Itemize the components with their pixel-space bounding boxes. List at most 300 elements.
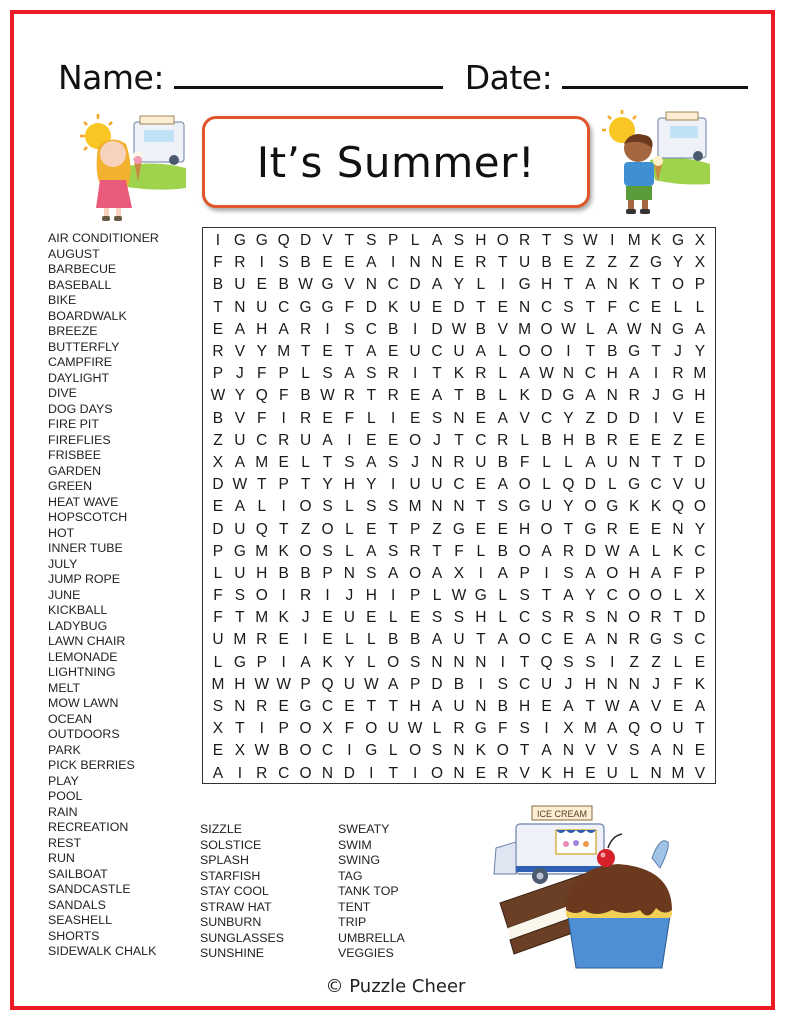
grid-cell[interactable]: A (497, 409, 508, 427)
grid-cell[interactable]: G (321, 276, 334, 294)
grid-cell[interactable]: Y (563, 409, 574, 427)
grid-cell[interactable]: H (343, 476, 355, 494)
grid-cell[interactable]: R (497, 431, 509, 449)
grid-cell[interactable]: L (476, 276, 486, 294)
grid-cell[interactable]: E (563, 254, 574, 272)
grid-cell[interactable]: A (278, 320, 289, 338)
grid-cell[interactable]: O (430, 764, 444, 782)
grid-cell[interactable]: R (212, 343, 224, 361)
grid-cell[interactable]: Y (344, 653, 355, 671)
grid-cell[interactable]: L (213, 653, 223, 671)
grid-cell[interactable]: N (453, 742, 465, 760)
grid-cell[interactable]: L (388, 742, 398, 760)
grid-cell[interactable]: T (344, 343, 355, 361)
grid-cell[interactable]: A (629, 542, 640, 560)
grid-cell[interactable]: W (298, 276, 313, 294)
grid-cell[interactable]: D (606, 409, 618, 427)
grid-cell[interactable]: P (212, 365, 224, 383)
grid-cell[interactable]: K (672, 542, 684, 560)
grid-cell[interactable]: T (519, 653, 530, 671)
grid-cell[interactable]: K (322, 653, 333, 671)
grid-cell[interactable]: R (628, 387, 640, 405)
grid-cell[interactable]: B (585, 431, 596, 449)
grid-cell[interactable]: Z (629, 653, 639, 671)
grid-cell[interactable]: C (431, 343, 443, 361)
grid-cell[interactable]: N (628, 675, 640, 693)
grid-cell[interactable]: M (233, 631, 247, 649)
grid-cell[interactable]: C (628, 298, 640, 316)
grid-cell[interactable]: J (433, 431, 441, 449)
grid-cell[interactable]: P (519, 564, 530, 582)
grid-cell[interactable]: G (518, 498, 531, 516)
grid-cell[interactable]: G (452, 520, 465, 538)
grid-cell[interactable]: Q (277, 232, 290, 250)
grid-cell[interactable]: O (321, 520, 334, 538)
grid-cell[interactable]: Y (234, 387, 246, 405)
grid-cell[interactable]: S (212, 698, 224, 716)
grid-cell[interactable]: O (299, 498, 312, 516)
grid-cell[interactable]: P (278, 720, 289, 738)
grid-cell[interactable]: R (299, 587, 312, 605)
grid-cell[interactable]: P (212, 542, 224, 560)
grid-cell[interactable]: I (566, 343, 571, 361)
grid-cell[interactable]: A (585, 453, 596, 471)
grid-cell[interactable]: U (453, 698, 465, 716)
grid-cell[interactable]: E (409, 409, 421, 427)
grid-cell[interactable]: B (278, 276, 289, 294)
grid-cell[interactable]: H (475, 232, 487, 250)
grid-cell[interactable]: R (606, 431, 618, 449)
grid-cell[interactable]: N (606, 609, 618, 627)
grid-cell[interactable]: G (299, 298, 312, 316)
grid-cell[interactable]: C (606, 587, 618, 605)
grid-cell[interactable]: I (259, 720, 264, 738)
grid-cell[interactable]: B (453, 675, 465, 693)
grid-cell[interactable]: A (519, 365, 530, 383)
grid-cell[interactable]: D (365, 298, 377, 316)
grid-cell[interactable]: H (584, 675, 596, 693)
grid-cell[interactable]: U (606, 453, 618, 471)
grid-cell[interactable]: O (299, 764, 312, 782)
grid-cell[interactable]: C (256, 431, 268, 449)
grid-cell[interactable]: R (256, 764, 268, 782)
grid-cell[interactable]: O (650, 720, 663, 738)
grid-cell[interactable]: S (344, 320, 355, 338)
grid-cell[interactable]: N (475, 653, 487, 671)
grid-cell[interactable]: C (584, 365, 596, 383)
grid-cell[interactable]: U (256, 298, 268, 316)
grid-cell[interactable]: J (235, 365, 244, 383)
grid-cell[interactable]: O (650, 587, 663, 605)
grid-cell[interactable]: V (234, 343, 246, 361)
grid-cell[interactable]: D (431, 320, 443, 338)
grid-cell[interactable]: T (257, 476, 267, 494)
grid-cell[interactable]: A (650, 742, 662, 760)
grid-cell[interactable]: A (541, 542, 552, 560)
grid-cell[interactable]: H (365, 587, 377, 605)
grid-cell[interactable]: Q (562, 476, 575, 494)
grid-cell[interactable]: U (234, 431, 246, 449)
grid-cell[interactable]: G (606, 498, 619, 516)
grid-cell[interactable]: S (366, 498, 377, 516)
grid-cell[interactable]: A (650, 564, 662, 582)
grid-cell[interactable]: L (498, 587, 508, 605)
grid-cell[interactable]: U (343, 675, 355, 693)
grid-cell[interactable]: A (585, 387, 596, 405)
grid-cell[interactable]: K (694, 675, 706, 693)
grid-cell[interactable]: V (694, 764, 706, 782)
grid-cell[interactable]: A (431, 387, 443, 405)
grid-cell[interactable]: A (585, 631, 596, 649)
grid-cell[interactable]: S (431, 409, 443, 427)
grid-cell[interactable]: L (673, 298, 683, 316)
grid-cell[interactable]: I (391, 254, 396, 272)
grid-cell[interactable]: E (322, 254, 333, 272)
grid-cell[interactable]: U (343, 609, 355, 627)
grid-cell[interactable]: A (497, 564, 508, 582)
grid-cell[interactable]: O (409, 742, 422, 760)
grid-cell[interactable]: F (213, 609, 223, 627)
grid-cell[interactable]: G (584, 520, 597, 538)
grid-cell[interactable]: E (497, 298, 508, 316)
grid-cell[interactable]: C (519, 609, 531, 627)
grid-cell[interactable]: R (606, 520, 618, 538)
grid-cell[interactable]: U (672, 720, 684, 738)
grid-cell[interactable]: R (628, 631, 640, 649)
grid-cell[interactable]: T (278, 520, 289, 538)
grid-cell[interactable]: S (497, 498, 508, 516)
grid-cell[interactable]: Z (607, 254, 617, 272)
grid-cell[interactable]: N (343, 564, 355, 582)
grid-cell[interactable]: S (563, 232, 574, 250)
grid-cell[interactable]: L (410, 232, 420, 250)
grid-cell[interactable]: V (585, 742, 596, 760)
grid-cell[interactable]: E (212, 742, 224, 760)
grid-cell[interactable]: A (366, 453, 377, 471)
grid-cell[interactable]: V (672, 409, 684, 427)
grid-cell[interactable]: B (497, 698, 508, 716)
grid-cell[interactable]: L (301, 453, 310, 471)
grid-cell[interactable]: B (409, 631, 421, 649)
grid-cell[interactable]: A (300, 653, 311, 671)
grid-cell[interactable]: W (363, 675, 379, 693)
grid-cell[interactable]: O (518, 476, 531, 494)
grid-cell[interactable]: L (366, 409, 376, 427)
grid-cell[interactable]: B (212, 276, 224, 294)
grid-cell[interactable]: Y (694, 343, 706, 361)
grid-cell[interactable]: E (322, 343, 333, 361)
grid-cell[interactable]: A (366, 542, 377, 560)
grid-cell[interactable]: D (540, 387, 553, 405)
grid-cell[interactable]: D (584, 476, 596, 494)
grid-cell[interactable]: M (408, 498, 422, 516)
grid-cell[interactable]: M (255, 542, 269, 560)
grid-cell[interactable]: L (695, 298, 705, 316)
grid-cell[interactable]: L (345, 631, 354, 649)
grid-cell[interactable]: L (520, 431, 529, 449)
grid-cell[interactable]: E (694, 653, 706, 671)
grid-cell[interactable]: I (478, 564, 483, 582)
grid-cell[interactable]: Z (629, 254, 639, 272)
grid-cell[interactable]: A (431, 698, 443, 716)
grid-cell[interactable]: M (583, 720, 597, 738)
grid-cell[interactable]: B (278, 742, 289, 760)
grid-cell[interactable]: S (453, 232, 465, 250)
grid-cell[interactable]: L (432, 720, 442, 738)
grid-cell[interactable]: C (540, 298, 553, 316)
grid-cell[interactable]: A (388, 564, 399, 582)
grid-cell[interactable]: I (391, 587, 396, 605)
grid-cell[interactable]: C (387, 276, 399, 294)
grid-cell[interactable]: W (210, 387, 226, 405)
grid-cell[interactable]: U (409, 298, 421, 316)
grid-cell[interactable]: P (322, 564, 333, 582)
grid-cell[interactable]: N (606, 387, 618, 405)
grid-cell[interactable]: T (476, 631, 486, 649)
grid-cell[interactable]: E (541, 698, 552, 716)
grid-cell[interactable]: T (388, 764, 398, 782)
grid-cell[interactable]: T (585, 698, 596, 716)
grid-cell[interactable]: S (453, 609, 465, 627)
grid-cell[interactable]: S (366, 232, 377, 250)
grid-cell[interactable]: E (650, 520, 662, 538)
grid-cell[interactable]: S (497, 675, 508, 693)
grid-cell[interactable]: B (388, 320, 399, 338)
grid-cell[interactable]: A (431, 631, 443, 649)
grid-cell[interactable]: O (518, 631, 531, 649)
grid-cell[interactable]: T (454, 431, 464, 449)
grid-cell[interactable]: S (278, 254, 289, 272)
grid-cell[interactable]: C (694, 542, 706, 560)
grid-cell[interactable]: W (254, 675, 270, 693)
grid-cell[interactable]: S (629, 742, 640, 760)
grid-cell[interactable]: I (303, 631, 308, 649)
grid-cell[interactable]: W (276, 675, 291, 693)
grid-cell[interactable]: M (277, 343, 291, 361)
grid-cell[interactable]: T (563, 276, 574, 294)
grid-cell[interactable]: L (586, 320, 595, 338)
grid-cell[interactable]: U (453, 631, 465, 649)
grid-cell[interactable]: J (411, 453, 419, 471)
grid-cell[interactable]: F (519, 453, 530, 471)
grid-cell[interactable]: P (409, 520, 421, 538)
grid-cell[interactable]: U (409, 476, 421, 494)
grid-cell[interactable]: I (281, 498, 286, 516)
grid-cell[interactable]: S (409, 653, 421, 671)
grid-cell[interactable]: S (541, 609, 552, 627)
grid-cell[interactable]: E (388, 431, 399, 449)
grid-cell[interactable]: B (278, 564, 289, 582)
grid-cell[interactable]: E (629, 431, 640, 449)
grid-cell[interactable]: G (474, 587, 487, 605)
grid-cell[interactable]: H (540, 276, 553, 294)
grid-cell[interactable]: E (278, 698, 289, 716)
grid-cell[interactable]: L (607, 476, 617, 494)
grid-cell[interactable]: I (391, 409, 396, 427)
grid-cell[interactable]: L (673, 653, 683, 671)
grid-cell[interactable]: P (278, 365, 289, 383)
grid-cell[interactable]: W (232, 476, 248, 494)
grid-cell[interactable]: N (453, 653, 465, 671)
grid-cell[interactable]: R (256, 698, 268, 716)
grid-cell[interactable]: G (233, 232, 246, 250)
grid-cell[interactable]: O (584, 498, 597, 516)
grid-cell[interactable]: I (610, 232, 615, 250)
grid-cell[interactable]: G (321, 298, 334, 316)
grid-cell[interactable]: F (344, 298, 355, 316)
grid-cell[interactable]: N (650, 764, 662, 782)
grid-cell[interactable]: Z (673, 431, 683, 449)
grid-cell[interactable]: S (563, 298, 574, 316)
grid-cell[interactable]: N (365, 276, 377, 294)
grid-cell[interactable]: A (694, 320, 706, 338)
grid-cell[interactable]: L (498, 609, 508, 627)
grid-cell[interactable]: R (650, 609, 662, 627)
grid-cell[interactable]: Y (563, 498, 574, 516)
grid-cell[interactable]: C (321, 698, 334, 716)
grid-cell[interactable]: G (365, 742, 378, 760)
grid-cell[interactable]: E (497, 520, 508, 538)
grid-cell[interactable]: E (278, 631, 289, 649)
grid-cell[interactable]: E (322, 409, 333, 427)
grid-cell[interactable]: I (347, 431, 352, 449)
grid-cell[interactable]: G (671, 232, 685, 250)
grid-cell[interactable]: D (628, 409, 640, 427)
grid-cell[interactable]: T (476, 298, 486, 316)
grid-cell[interactable]: Q (255, 387, 268, 405)
grid-cell[interactable]: H (606, 365, 618, 383)
grid-cell[interactable]: A (234, 498, 246, 516)
grid-cell[interactable]: E (212, 320, 224, 338)
grid-cell[interactable]: N (562, 365, 575, 383)
grid-cell[interactable]: O (606, 564, 619, 582)
grid-cell[interactable]: Z (213, 431, 223, 449)
grid-cell[interactable]: S (585, 609, 596, 627)
grid-cell[interactable]: P (300, 675, 311, 693)
grid-cell[interactable]: S (322, 365, 333, 383)
grid-cell[interactable]: S (388, 542, 399, 560)
grid-cell[interactable]: S (672, 631, 684, 649)
grid-cell[interactable]: G (474, 720, 487, 738)
grid-cell[interactable]: G (562, 387, 575, 405)
grid-cell[interactable]: L (213, 564, 223, 582)
grid-cell[interactable]: E (694, 742, 706, 760)
grid-cell[interactable]: N (431, 498, 443, 516)
grid-cell[interactable]: I (281, 653, 286, 671)
grid-cell[interactable]: A (475, 343, 486, 361)
grid-cell[interactable]: O (628, 587, 641, 605)
grid-cell[interactable]: L (476, 542, 486, 560)
grid-cell[interactable]: O (540, 320, 553, 338)
grid-cell[interactable]: S (366, 365, 377, 383)
grid-cell[interactable]: I (215, 232, 221, 250)
grid-cell[interactable]: E (278, 453, 289, 471)
grid-cell[interactable]: D (694, 609, 706, 627)
grid-cell[interactable]: K (475, 742, 486, 760)
grid-cell[interactable]: P (694, 276, 706, 294)
grid-cell[interactable]: E (366, 609, 377, 627)
grid-cell[interactable]: C (321, 742, 334, 760)
grid-cell[interactable]: I (412, 365, 418, 383)
grid-cell[interactable]: H (256, 320, 268, 338)
grid-cell[interactable]: J (564, 675, 573, 693)
grid-cell[interactable]: C (278, 298, 290, 316)
grid-cell[interactable]: P (694, 564, 706, 582)
grid-cell[interactable]: J (652, 387, 660, 405)
grid-cell[interactable]: A (234, 320, 246, 338)
grid-cell[interactable]: O (518, 542, 531, 560)
grid-cell[interactable]: X (453, 564, 465, 582)
grid-cell[interactable]: T (563, 520, 574, 538)
grid-cell[interactable]: E (629, 520, 640, 538)
grid-cell[interactable]: D (431, 675, 443, 693)
grid-cell[interactable]: D (584, 542, 596, 560)
grid-cell[interactable]: Y (453, 276, 465, 294)
grid-cell[interactable]: E (409, 387, 421, 405)
grid-cell[interactable]: H (409, 698, 421, 716)
grid-cell[interactable]: A (497, 631, 508, 649)
grid-cell[interactable]: D (453, 298, 465, 316)
grid-cell[interactable]: S (519, 720, 530, 738)
grid-cell[interactable]: F (673, 564, 683, 582)
grid-cell[interactable]: E (344, 698, 355, 716)
grid-cell[interactable]: O (496, 742, 509, 760)
grid-cell[interactable]: F (673, 675, 683, 693)
grid-cell[interactable]: L (498, 387, 508, 405)
grid-cell[interactable]: I (412, 764, 418, 782)
grid-cell[interactable]: U (212, 631, 224, 649)
grid-cell[interactable]: N (519, 298, 531, 316)
date-field-line[interactable] (562, 86, 748, 89)
grid-cell[interactable]: V (322, 232, 333, 250)
grid-cell[interactable]: R (299, 409, 312, 427)
grid-cell[interactable]: T (235, 720, 245, 738)
grid-cell[interactable]: O (299, 742, 312, 760)
grid-cell[interactable]: V (519, 409, 530, 427)
grid-cell[interactable]: C (540, 409, 553, 427)
grid-cell[interactable]: R (475, 365, 487, 383)
grid-cell[interactable]: R (409, 542, 421, 560)
grid-cell[interactable]: E (256, 276, 267, 294)
grid-cell[interactable]: X (322, 720, 333, 738)
grid-cell[interactable]: I (391, 476, 396, 494)
grid-cell[interactable]: K (650, 232, 662, 250)
grid-cell[interactable]: L (345, 520, 354, 538)
grid-cell[interactable]: C (540, 631, 553, 649)
grid-cell[interactable]: X (212, 453, 224, 471)
grid-cell[interactable]: R (256, 631, 268, 649)
grid-cell[interactable]: I (653, 409, 659, 427)
grid-cell[interactable]: H (562, 431, 575, 449)
grid-cell[interactable]: U (299, 431, 312, 449)
grid-cell[interactable]: T (651, 453, 661, 471)
grid-cell[interactable]: S (563, 653, 574, 671)
grid-cell[interactable]: Y (322, 476, 333, 494)
grid-cell[interactable]: R (672, 365, 684, 383)
grid-cell[interactable]: G (233, 653, 246, 671)
grid-cell[interactable]: U (453, 343, 465, 361)
grid-cell[interactable]: A (694, 698, 706, 716)
grid-cell[interactable]: E (475, 476, 486, 494)
grid-cell[interactable]: C (278, 764, 290, 782)
grid-cell[interactable]: H (256, 564, 268, 582)
grid-cell[interactable]: T (673, 609, 683, 627)
grid-cell[interactable]: L (498, 365, 508, 383)
grid-cell[interactable]: M (255, 609, 269, 627)
grid-cell[interactable]: T (388, 698, 398, 716)
grid-cell[interactable]: F (213, 254, 223, 272)
grid-cell[interactable]: S (431, 742, 443, 760)
